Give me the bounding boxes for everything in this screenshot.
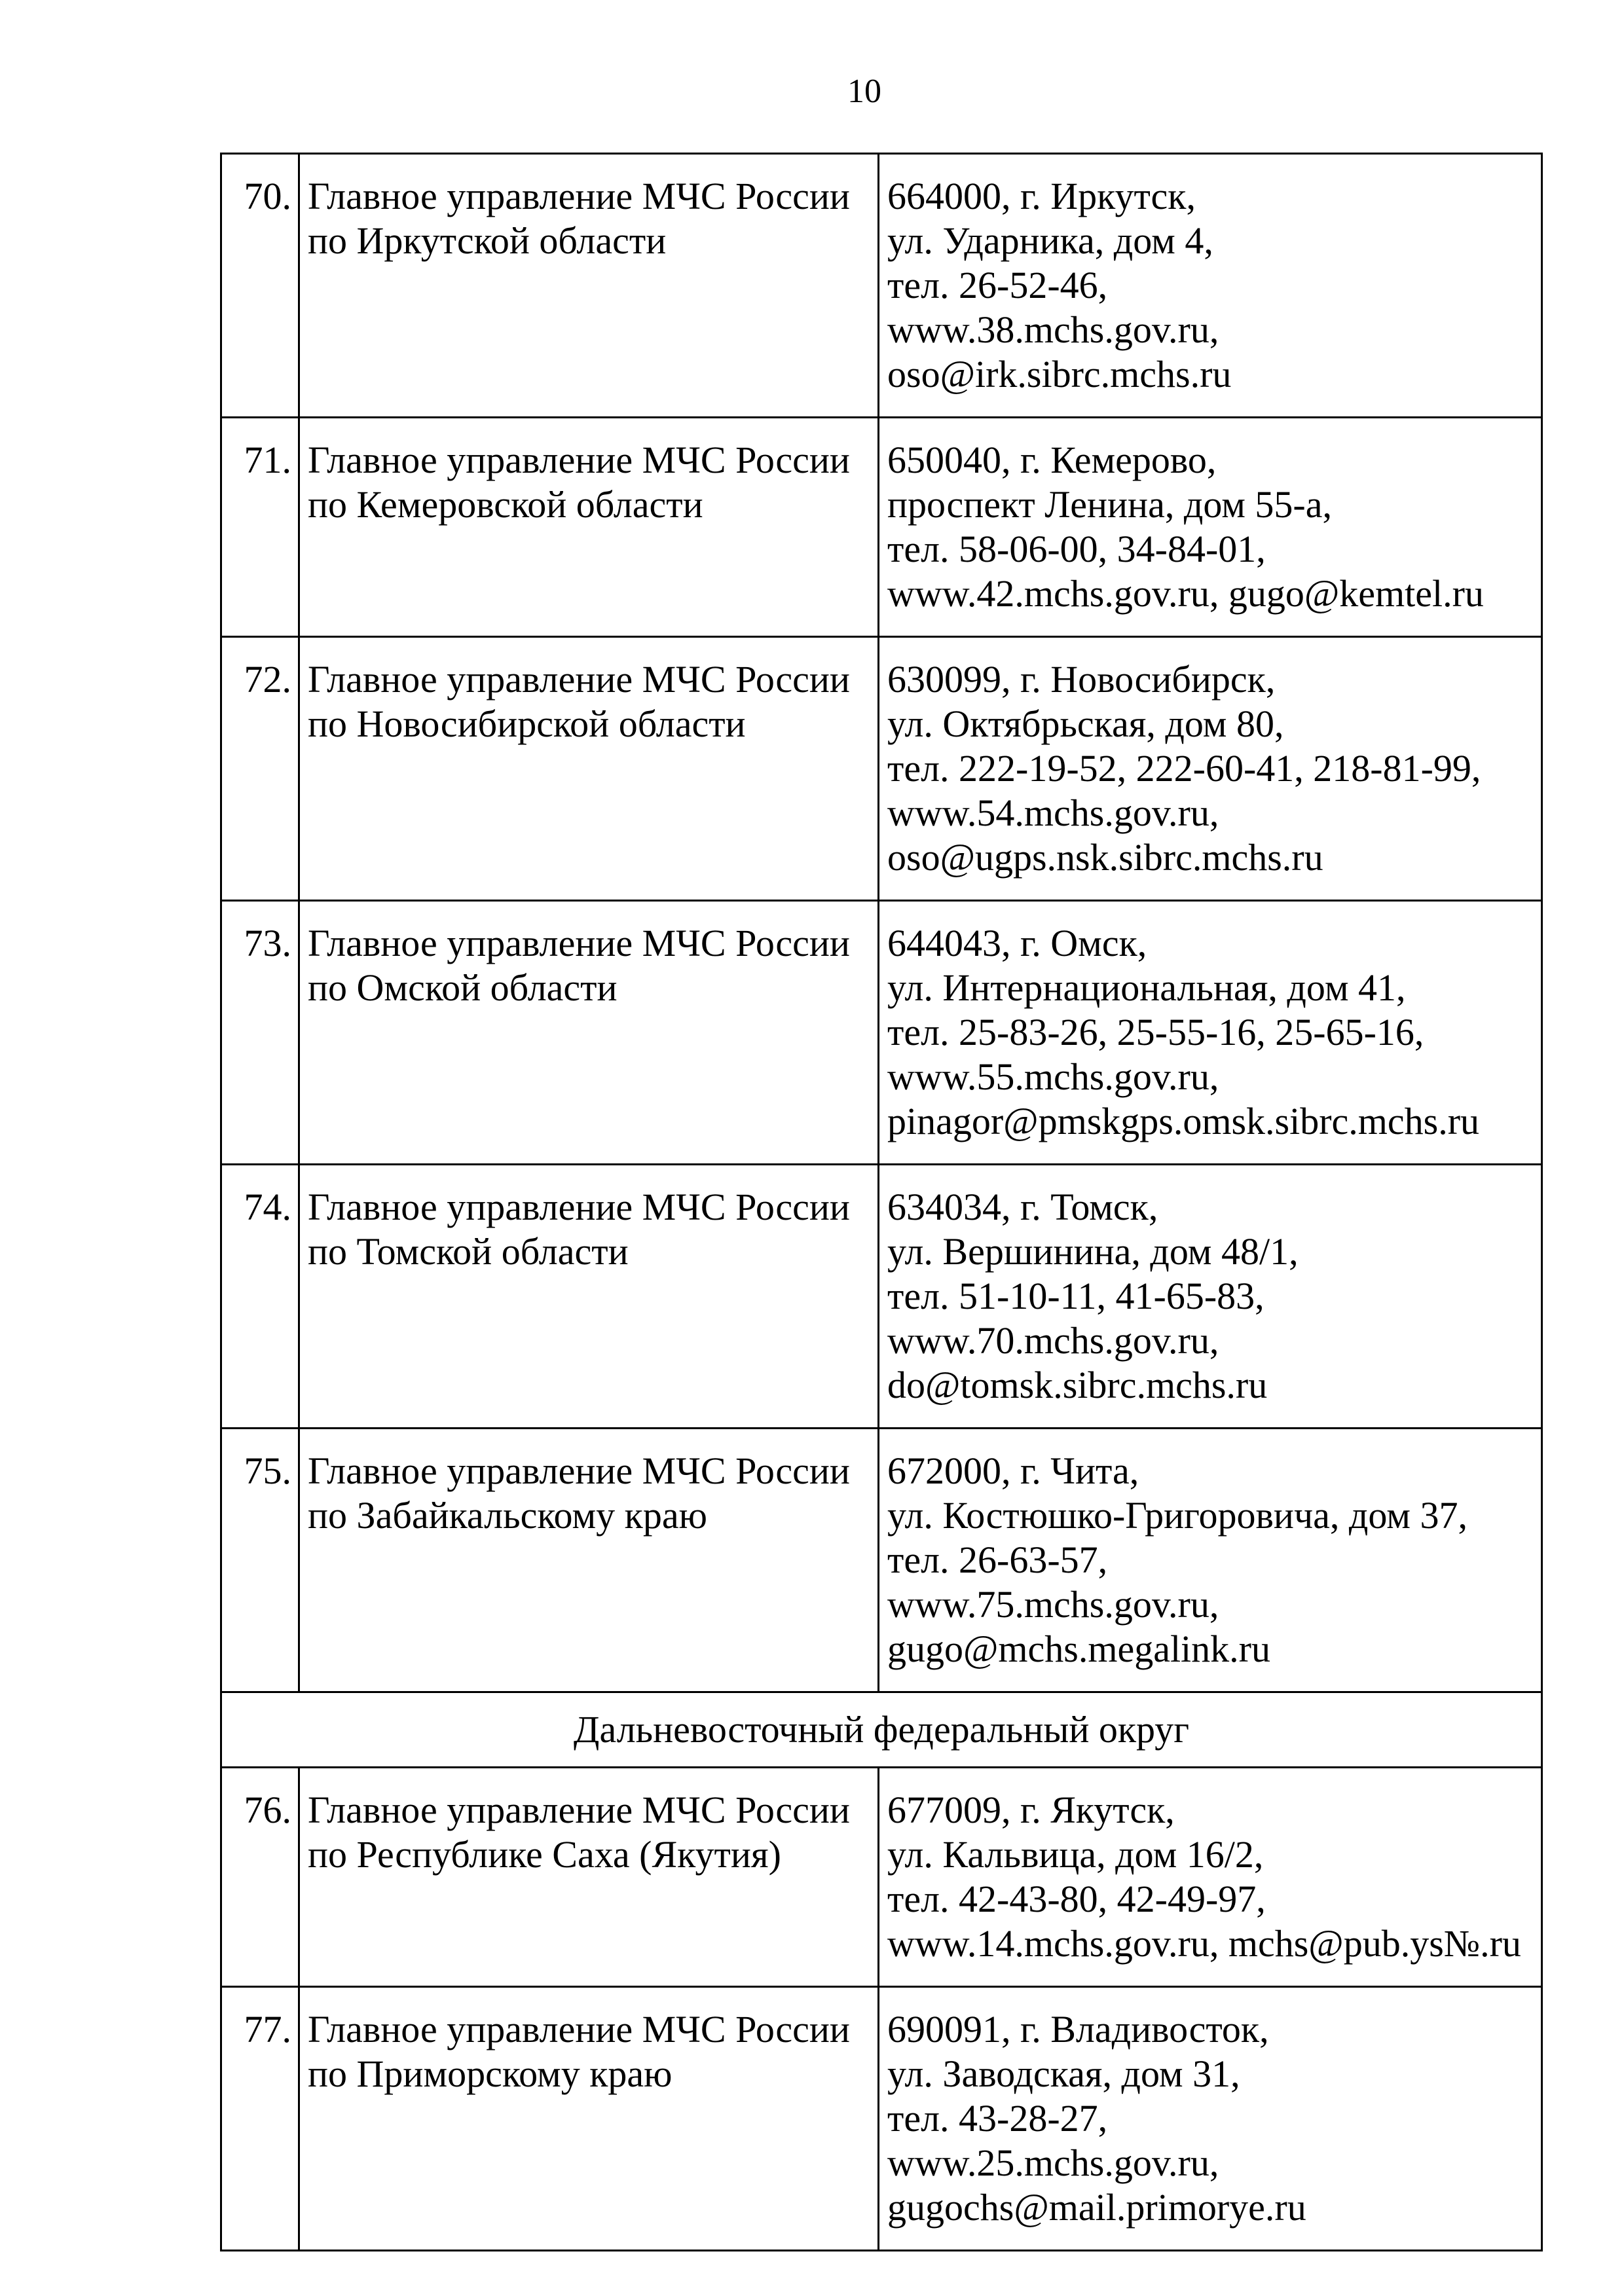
address-line: ул. Костюшко-Григоровича, дом 37, bbox=[887, 1494, 1467, 1537]
address-line: ул. Заводская, дом 31, bbox=[887, 2052, 1240, 2095]
email-link[interactable]: oso@irk.sibrc.mchs.ru bbox=[887, 353, 1232, 395]
table-row bbox=[221, 1768, 1542, 1987]
address-line: тел. 26-63-57, bbox=[887, 1539, 1108, 1581]
address-line: 690091, г. Владивосток, bbox=[887, 2008, 1269, 2050]
website-link[interactable]: www.38.mchs.gov.ru, bbox=[887, 308, 1219, 351]
office-name-line: Главное управление МЧС России bbox=[308, 439, 850, 481]
table-row bbox=[221, 901, 1542, 1165]
website-link[interactable]: www.25.mchs.gov.ru, bbox=[887, 2141, 1219, 2184]
email-link[interactable]: do@tomsk.sibrc.mchs.ru bbox=[887, 1364, 1268, 1406]
table-row bbox=[221, 1987, 1542, 2251]
address-line: тел. 51-10-11, 41-65-83, bbox=[887, 1275, 1264, 1317]
office-address bbox=[879, 901, 1542, 1165]
row-number: 75. bbox=[221, 1429, 299, 1692]
office-name bbox=[299, 901, 879, 1165]
office-name-line: Главное управление МЧС России bbox=[308, 1186, 850, 1228]
address-line: ул. Ударника, дом 4, bbox=[887, 219, 1213, 262]
office-name-line: Главное управление МЧС России bbox=[308, 2008, 850, 2050]
website-email-line[interactable]: www.42.mchs.gov.ru, gugo@kemtel.ru bbox=[887, 572, 1484, 615]
email-link[interactable]: pinagor@pmskgps.omsk.sibrc.mchs.ru bbox=[887, 1100, 1480, 1142]
address-line: тел. 25-83-26, 25-55-16, 25-65-16, bbox=[887, 1011, 1424, 1053]
office-name-line: Главное управление МЧС России bbox=[308, 175, 850, 217]
office-address bbox=[879, 418, 1542, 637]
office-name-line: по Омской области bbox=[308, 966, 618, 1009]
office-name-line: Главное управление МЧС России bbox=[308, 922, 850, 964]
office-name bbox=[299, 1987, 879, 2251]
address-line: 630099, г. Новосибирск, bbox=[887, 658, 1276, 701]
office-name bbox=[299, 1429, 879, 1692]
office-name-line: по Республике Саха (Якутия) bbox=[308, 1833, 781, 1876]
address-line: тел. 42-43-80, 42-49-97, bbox=[887, 1878, 1266, 1920]
office-name bbox=[299, 154, 879, 418]
office-name-line: по Томской области bbox=[308, 1230, 629, 1273]
office-name bbox=[299, 1165, 879, 1429]
contacts-table bbox=[220, 153, 1543, 2251]
address-line: 634034, г. Томск, bbox=[887, 1186, 1158, 1228]
district-header-row bbox=[221, 1692, 1542, 1768]
address-line: 650040, г. Кемерово, bbox=[887, 439, 1217, 481]
email-link[interactable]: gugochs@mail.primorye.ru bbox=[887, 2186, 1306, 2229]
address-line: 672000, г. Чита, bbox=[887, 1449, 1139, 1492]
address-line: ул. Интернациональная, дом 41, bbox=[887, 966, 1406, 1009]
office-name-line: Главное управление МЧС России bbox=[308, 1449, 850, 1492]
row-number: 77. bbox=[221, 1987, 299, 2251]
row-number: 72. bbox=[221, 637, 299, 901]
website-link[interactable]: www.55.mchs.gov.ru, bbox=[887, 1055, 1219, 1098]
website-link[interactable]: www.54.mchs.gov.ru, bbox=[887, 792, 1219, 834]
address-line: проспект Ленина, дом 55-а, bbox=[887, 483, 1332, 526]
district-header: Дальневосточный федеральный округ bbox=[221, 1692, 1542, 1768]
office-name bbox=[299, 418, 879, 637]
website-link[interactable]: www.70.mchs.gov.ru, bbox=[887, 1319, 1219, 1362]
office-name-line: по Забайкальскому краю bbox=[308, 1494, 707, 1537]
office-address bbox=[879, 1987, 1542, 2251]
office-name bbox=[299, 637, 879, 901]
address-line: 677009, г. Якутск, bbox=[887, 1789, 1175, 1831]
row-number: 73. bbox=[221, 901, 299, 1165]
office-address bbox=[879, 1768, 1542, 1987]
office-name-line: Главное управление МЧС России bbox=[308, 1789, 850, 1831]
address-line: тел. 26-52-46, bbox=[887, 264, 1108, 306]
table-row bbox=[221, 637, 1542, 901]
row-number: 71. bbox=[221, 418, 299, 637]
email-link[interactable]: gugo@mchs.megalink.ru bbox=[887, 1628, 1270, 1670]
address-line: тел. 43-28-27, bbox=[887, 2097, 1108, 2140]
office-name-line: Главное управление МЧС России bbox=[308, 658, 850, 701]
address-line: ул. Октябрьская, дом 80, bbox=[887, 702, 1284, 745]
office-name-line: по Кемеровской области bbox=[308, 483, 703, 526]
address-line: тел. 222-19-52, 222-60-41, 218-81-99, bbox=[887, 747, 1481, 790]
address-line: тел. 58-06-00, 34-84-01, bbox=[887, 528, 1266, 570]
email-link[interactable]: oso@ugps.nsk.sibrc.mchs.ru bbox=[887, 836, 1323, 879]
row-number: 70. bbox=[221, 154, 299, 418]
row-number: 76. bbox=[221, 1768, 299, 1987]
address-line: 664000, г. Иркутск, bbox=[887, 175, 1196, 217]
website-email-line[interactable]: www.14.mchs.gov.ru, mchs@pub.ys№.ru bbox=[887, 1922, 1521, 1965]
office-name-line: по Новосибирской области bbox=[308, 702, 746, 745]
table-row bbox=[221, 1429, 1542, 1692]
row-number: 74. bbox=[221, 1165, 299, 1429]
website-link[interactable]: www.75.mchs.gov.ru, bbox=[887, 1583, 1219, 1626]
office-name-line: по Иркутской области bbox=[308, 219, 667, 262]
office-name-line: по Приморскому краю bbox=[308, 2052, 673, 2095]
office-address bbox=[879, 154, 1542, 418]
address-line: 644043, г. Омск, bbox=[887, 922, 1147, 964]
office-address bbox=[879, 637, 1542, 901]
office-name bbox=[299, 1768, 879, 1987]
office-address bbox=[879, 1429, 1542, 1692]
table-row bbox=[221, 418, 1542, 637]
page-number: 10 bbox=[847, 73, 881, 110]
table-row bbox=[221, 1165, 1542, 1429]
table-row bbox=[221, 154, 1542, 418]
address-line: ул. Вершинина, дом 48/1, bbox=[887, 1230, 1299, 1273]
office-address bbox=[879, 1165, 1542, 1429]
address-line: ул. Кальвица, дом 16/2, bbox=[887, 1833, 1264, 1876]
